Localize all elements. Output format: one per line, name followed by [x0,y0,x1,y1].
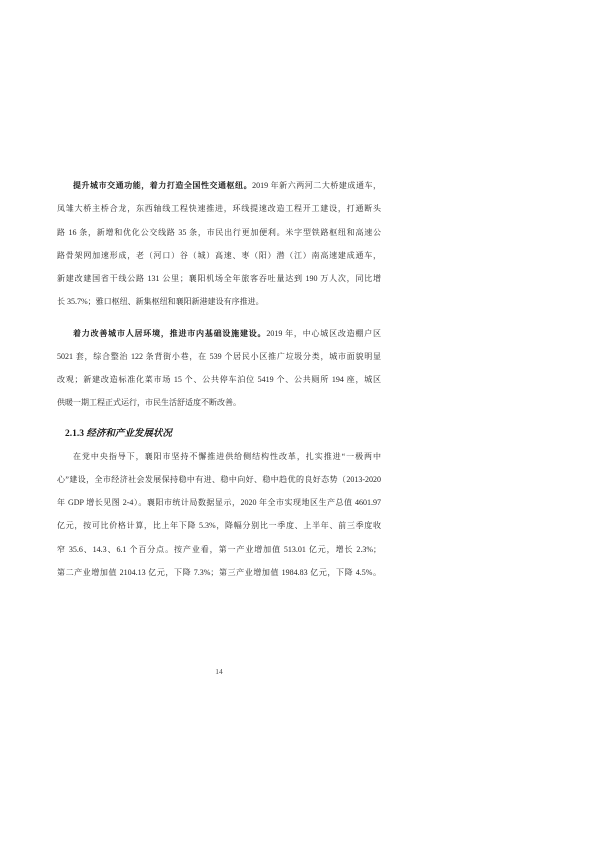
bold-text-segment: 提升城市交通功能，着力打造全国性交通枢纽。 [73,181,253,190]
text-segment: 2019 年新六两河二大桥建成通车， [252,181,382,190]
paragraph [57,174,381,314]
text-segment: 年 GDP 增长见图 2-4）。襄阳市统计局数据显示，2020 年全市实现地区生产总值 4601.97 [57,498,381,507]
section-heading [57,423,381,445]
text-block [57,174,381,592]
text-line [57,423,381,445]
text-line [57,197,381,220]
text-line [57,322,381,345]
text-line [57,468,381,491]
text-segment: 2019 年，中心城区改造棚户区 [266,328,382,338]
text-line [57,290,381,313]
paragraph [57,322,381,415]
text-segment: 第二产业增加值 2104.13 亿元，下降 7.3%；第三产业增加值 1984.83 亿元，下降 4.5%。 [57,567,381,577]
text-line [57,244,381,267]
text-line [57,267,381,290]
text-segment: 路骨架网加速形成，老（河口）谷（城）高速、枣（阳）潜（江）南高速建成通车， [57,250,381,260]
text-segment: 在党中央指导下，襄阳市坚持不懈推进供给侧结构性改革，扎实推进“一极两中 [73,451,381,461]
text-line [57,391,381,414]
text-segment: 心”建设，全市经济社会发展保持稳中有进、稳中向好、稳中趋优的良好态势（2013-2020 [57,474,381,484]
paragraph [57,445,381,585]
bold-text-segment: 经济和产业发展状况 [86,428,172,439]
text-line [57,561,381,584]
text-segment: 长 35.7%；雅口枢纽、新集枢纽和襄阳新港建设有序推进。 [57,297,264,307]
bold-text-segment: 着力改善城市人居环境，推进市内基础设施建设。 [73,328,267,338]
text-line [57,221,381,244]
text-segment: 5021 套，综合整治 122 条背街小巷，在 539 个居民小区推广垃圾分类，城市面貌明显 [57,351,381,361]
text-line [57,174,381,197]
text-segment: 凤雏大桥主桥合龙，东西轴线工程快速推进，环线提速改造工程开工建设，打通断头 [57,204,381,214]
text-segment: 亿元，按可比价格计算，比上年下降 5.3%，降幅分别比一季度、上半年、前三季度收 [57,521,381,531]
text-segment: 供暖一期工程正式运行，市民生活舒适度不断改善。 [57,398,241,408]
page-number: 14 [215,667,223,676]
text-segment: 新建改建国省干线公路 131 公里；襄阳机场全年旅客吞吐量达到 190 万人次，同比增 [57,274,381,283]
text-segment: 窄 35.6、14.3、6.1 个百分点。按产业看，第一产业增加值 513.01 亿元，增长 2.3%； [57,544,381,554]
text-line [57,491,381,514]
text-segment: 路 16 条，新增和优化公交线路 35 条，市民出行更加便利。米字型铁路枢纽和高速公 [57,227,381,237]
text-segment: 改观；新建改造标准化菜市场 15 个、公共停车泊位 5419 个、公共厕所 194 座，城区 [57,375,381,384]
text-line [57,514,381,537]
text-line [57,345,381,368]
text-line [57,368,381,391]
bold-text-segment: 2.1.3 [65,428,87,439]
text-line [57,445,381,468]
text-line [57,538,381,561]
